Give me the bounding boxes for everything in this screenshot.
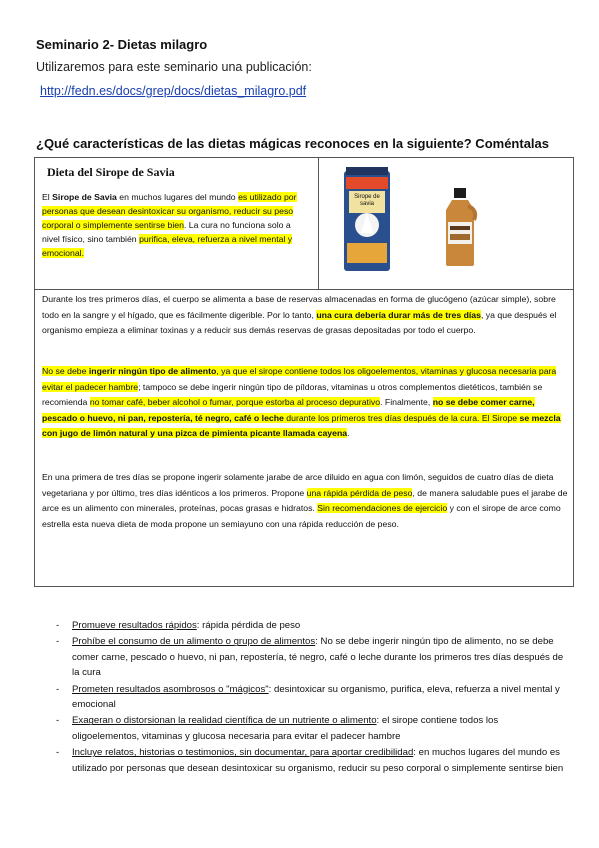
sirope-bottle-image (342, 165, 392, 273)
text-run: en muchos lugares del mundo (116, 192, 239, 202)
list-item-lead: Promueve resultados rápidos (72, 620, 197, 631)
list-item-text: : el sirope contiene todos los oligoelementos, vitaminas y glucosa necesaria para evitar el padecer hambre (72, 715, 499, 742)
list-item-text: : No se debe ingerir ningún tipo de alimento, no se debe comer carne, pescado o huevo, ni pan, repostería, té negro, café o leche durante los primeros tres días después de la cura (72, 636, 564, 679)
text-run: No se debe (42, 366, 89, 376)
text-run: ; tampoco se debe ingerir ningún tipo de píldoras, vitaminas u otros complementos dietéticos, también se recomienda (42, 381, 543, 408)
table-vertical-divider (318, 157, 319, 290)
characteristics-list (56, 618, 566, 777)
text-run: . La cura no funciona solo a nivel físico, sino también (42, 220, 291, 244)
paragraph-3 (42, 364, 570, 442)
text-run: , ya que el sirope contiene todos los oligoelementos, vitaminas y glucosa necesaria para evitar el padecer hambre (42, 366, 557, 392)
maple-syrup-jug-icon (440, 186, 480, 268)
text-run: ingerir ningún tipo de alimento (88, 366, 217, 376)
text-run: Durante los tres primeros días, el cuerpo se alimenta a base de reservas almacenadas en forma de glucógeno (azúcar simple), sobre todo en la sangre y el hígado, que es fácilmente digerible. Por lo tanto, (42, 294, 556, 320)
text-run: Sin recomendaciones de ejercicio (317, 503, 448, 514)
list-item-lead: Prohíbe el consumo de un alimento o grupo de alimentos (72, 636, 316, 648)
paragraph-1 (42, 190, 310, 260)
intro-text: Utilizaremos para este seminario una publicación: (36, 60, 312, 74)
text-run: Sirope de Savia (52, 192, 117, 202)
text-run: es utilizado por personas que desean desintoxicar su organismo, reducir su peso corporal o simplemente sentirse bien (42, 192, 297, 230)
list-item-lead: Exageran o distorsionan la realidad científica de un nutriente o alimento (72, 715, 377, 727)
text-run: no se debe comer carne, pescado o huevo, ni pan, repostería, té negro, café o leche (42, 397, 535, 423)
text-run: En una primera de tres días se propone ingerir solamente jarabe de arce diluido en agua con limón, seguidos de cuatro días de dieta vegetariana y por último, tres días idénticos a los primeros. Propone (42, 472, 554, 498)
doc-title: Seminario 2- Dietas milagro (36, 37, 208, 52)
list-item (56, 618, 566, 633)
paragraph-4 (42, 470, 570, 532)
product-label: Sirope de savia (354, 194, 380, 207)
text-run: una cura debería durar más de tres días (316, 309, 481, 320)
list-item (56, 634, 566, 680)
text-run: durante los primeros tres días después de la cura. El Sirope (283, 412, 520, 423)
text-run: purifica, eleva, refuerza a nivel mental y emocional. (42, 234, 293, 258)
source-link[interactable]: http://fedn.es/docs/grep/docs/dietas_milagro.pdf (40, 84, 307, 98)
question-heading: ¿Qué características de las dietas mágicas reconoces en la siguiente? Coméntalas (36, 136, 549, 151)
cell-title: Dieta del Sirope de Savia (47, 165, 175, 179)
text-run: no tomar café, beber alcohol o fumar, porque estorba al proceso depurativo (89, 397, 381, 408)
text-run: , de manera saludable pues el jarabe de arce es un alimento con minerales, proteínas, pocas grasas e hidratos. (42, 487, 568, 514)
text-run: . (347, 428, 350, 439)
text-run: El (42, 192, 53, 202)
list-item-lead: Incluye relatos, historias o testimonios, sin documentar, para aportar credibilidad (72, 747, 414, 759)
list-item (56, 682, 566, 713)
text-run: se mezcla con jugo de limón natural y una pizca de pimienta picante llamada cayena (42, 412, 561, 439)
text-run: , ya que después el organismo empieza a eliminar toxinas y a reducir sus demás reservas de grasas depositadas por todo el cuerpo. (42, 309, 557, 336)
maple-syrup-jug-image (440, 186, 480, 268)
sirope-bottle-icon (342, 165, 392, 273)
list-item (56, 713, 566, 744)
text-run: y con el sirope de arce como estrella esta nueva dieta de moda propone un semiayuno con una rápida reducción de peso. (42, 503, 561, 529)
list-item-text: : rápida pérdida de peso (196, 620, 301, 631)
list-item (56, 745, 566, 776)
text-run: . Finalmente, (380, 397, 433, 408)
list-item-text: : en muchos lugares del mundo es utilizado por personas que desean desintoxicar su organismo, reducir su peso corporal o simplemente sentirse bien (72, 747, 564, 774)
list-item-text: : desintoxicar su organismo, purifica, eleva, refuerza a nivel mental y emocional (72, 683, 560, 711)
table-horizontal-divider (34, 289, 574, 290)
list-item-lead: Prometen resultados asombrosos o "mágicos" (72, 683, 269, 695)
text-run: una rápida pérdida de peso (306, 487, 413, 498)
paragraph-2 (42, 292, 570, 339)
